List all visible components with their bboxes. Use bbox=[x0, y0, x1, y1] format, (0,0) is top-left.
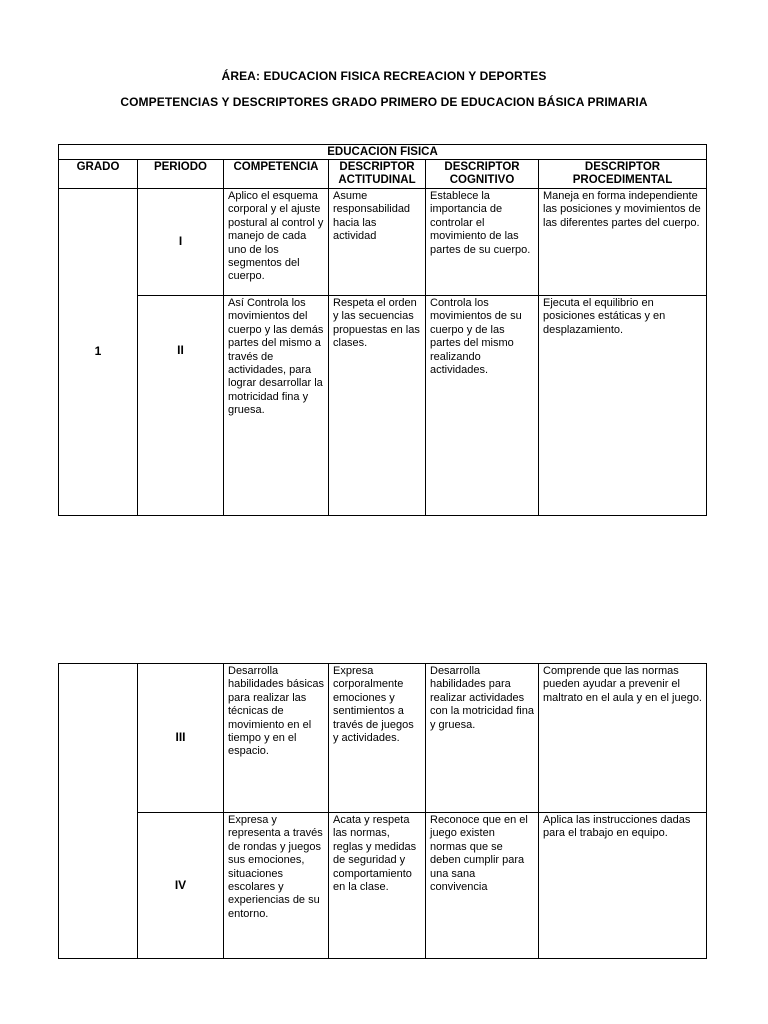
periodo-cell: I bbox=[138, 189, 224, 296]
table-title: EDUCACION FISICA bbox=[59, 145, 707, 160]
cognitivo-cell: Reconoce que en el juego existen normas que se deben cumplir para una sana convivencia bbox=[426, 813, 539, 959]
competencia-cell: Expresa y representa a través de rondas y juegos sus emociones, situaciones escolares y experiencias de su entorno. bbox=[224, 813, 329, 959]
cognitivo-cell: Desarrolla habilidades para realizar actividades con la motricidad fina y gruesa. bbox=[426, 664, 539, 813]
periodo-cell: III bbox=[138, 664, 224, 813]
area-title: ÁREA: EDUCACION FISICA RECREACION Y DEPORTES bbox=[221, 69, 547, 83]
competencia-cell: Desarrolla habilidades básicas para realizar las técnicas de movimiento en el tiempo y en el espacio. bbox=[224, 664, 329, 813]
periodo-cell: II bbox=[138, 296, 224, 516]
table-row bbox=[59, 189, 707, 296]
procedimental-cell: Maneja en forma independiente las posiciones y movimientos de las diferentes partes del cuerpo. bbox=[539, 189, 707, 296]
table-row bbox=[59, 664, 707, 813]
competencia-cell: Aplico el esquema corporal y el ajuste postural al control y manejo de cada uno de los segmentos del cuerpo. bbox=[224, 189, 329, 296]
procedimental-cell: Comprende que las normas pueden ayudar a prevenir el maltrato en el aula y en el juego. bbox=[539, 664, 707, 813]
descriptors-table-page-1 bbox=[58, 144, 707, 516]
header-grado: GRADO bbox=[59, 160, 138, 189]
cognitivo-cell: Establece la importancia de controlar el movimiento de las partes de su cuerpo. bbox=[426, 189, 539, 296]
header-periodo: PERIODO bbox=[138, 160, 224, 189]
actitudinal-cell: Expresa corporalmente emociones y sentimientos a través de juegos y actividades. bbox=[329, 664, 426, 813]
competencia-cell: Así Controla los movimientos del cuerpo y las demás partes del mismo a través de actividades, para lograr desarrollar la motricidad fina y gruesa. bbox=[224, 296, 329, 516]
descriptors-table-page-2 bbox=[58, 663, 707, 959]
actitudinal-cell: Respeta el orden y las secuencias propuestas en las clases. bbox=[329, 296, 426, 516]
cognitivo-cell: Controla los movimientos de su cuerpo y de las partes del mismo realizando actividades. bbox=[426, 296, 539, 516]
procedimental-cell: Ejecuta el equilibrio en posiciones estáticas y en desplazamiento. bbox=[539, 296, 707, 516]
actitudinal-cell: Asume responsabilidad hacia las actividad bbox=[329, 189, 426, 296]
header-actitudinal: DESCRIPTOR ACTITUDINAL bbox=[329, 160, 426, 189]
header-procedimental: DESCRIPTOR PROCEDIMENTAL bbox=[539, 160, 707, 189]
table-row bbox=[59, 296, 707, 516]
grado-cell: 1 bbox=[59, 189, 138, 516]
procedimental-cell: Aplica las instrucciones dadas para el trabajo en equipo. bbox=[539, 813, 707, 959]
actitudinal-cell: Acata y respeta las normas, reglas y medidas de seguridad y comportamiento en la clase. bbox=[329, 813, 426, 959]
header-cognitivo: DESCRIPTOR COGNITIVO bbox=[426, 160, 539, 189]
periodo-cell: IV bbox=[138, 813, 224, 959]
document-subtitle: COMPETENCIAS Y DESCRIPTORES GRADO PRIMERO DE EDUCACION BÁSICA PRIMARIA bbox=[120, 95, 648, 109]
table-row bbox=[59, 813, 707, 959]
header-competencia: COMPETENCIA bbox=[224, 160, 329, 189]
grado-cell-empty bbox=[59, 664, 138, 959]
